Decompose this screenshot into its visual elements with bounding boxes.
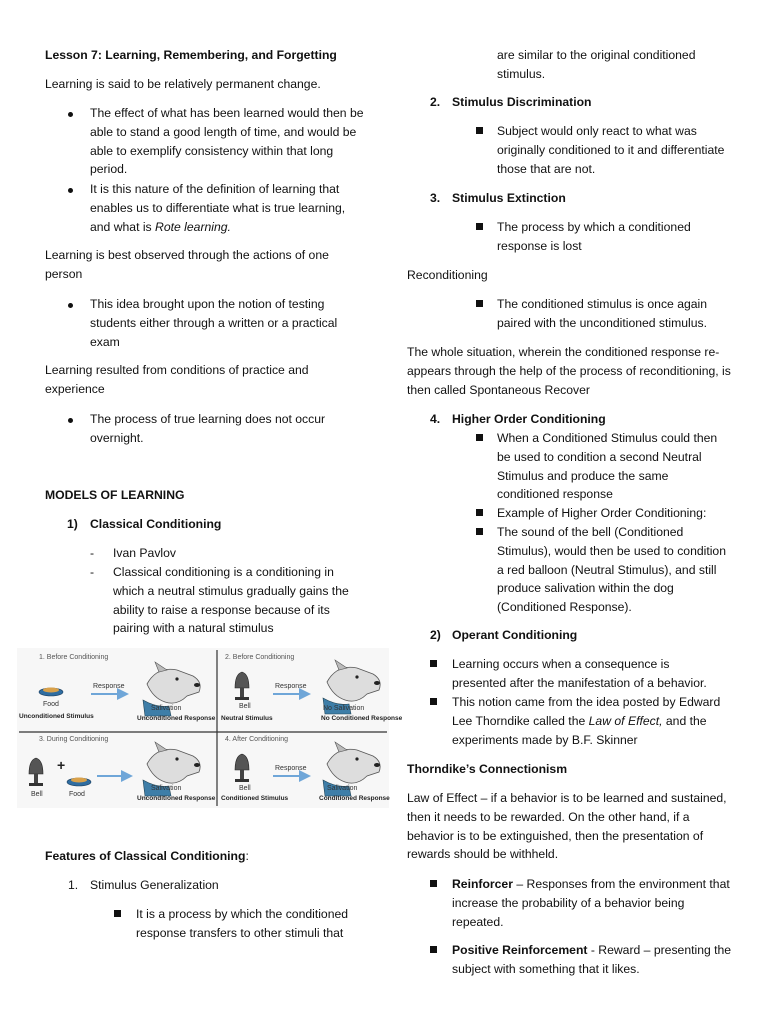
panel1-title: 1. Before Conditioning [39,654,109,661]
panel1-arrow-label: Response [93,683,125,690]
item2-heading: Stimulus Discrimination [452,95,592,109]
classical-definition: Classical conditioning is a conditioning in which a neutral stimulus gradually gains the ability to raise a response because of its pairing with a natural stimulus [113,565,349,636]
panel3-left-label-2: Food [69,791,85,798]
thorndike-heading: Thorndike’s Connectionism [407,762,568,776]
bullet-dot [68,418,73,423]
positive-reinforcement-item [452,941,732,979]
item4-bullet-3: The sound of the bell (Conditioned Stimulus), would then be used to condition a red balloon (Neutral Stimulus), and still produce salivation within the dog (Conditioned Response). [497,525,726,615]
item4-heading: Higher Order Conditioning [452,412,606,426]
panel1-left-label: Food [43,701,59,708]
panel3-left-label: Bell [31,791,43,798]
bullet-dot [68,303,73,308]
continued-text: are similar to the original conditioned stimulus. [497,48,696,81]
pavlov-item: Ivan Pavlov [113,546,177,560]
bullet-square [114,910,121,917]
features-colon: : [245,849,249,863]
panel3-title: 3. During Conditioning [39,736,109,743]
panel3-right-label: Salivation [151,785,182,792]
resulted-bullet: The process of true learning does not occur overnight. [90,412,326,445]
dash-marker: - [90,546,95,560]
bullet-square [430,698,437,705]
bullet-square [476,509,483,516]
reconditioning-bullet: The conditioned stimulus is once again paired with the unconditioned stimulus. [497,297,708,330]
features-heading [45,847,249,866]
panel2-caption-left: Neutral Stimulus [221,715,273,722]
item3-bullet: The process by which a conditioned response is lost [497,220,691,253]
intro-paragraph: Learning is said to be relatively permanent change. [45,77,321,91]
bullet-square [430,880,437,887]
item4-bullet-2: Example of Higher Order Conditioning: [497,506,707,520]
panel1-caption-left: Unconditioned Stimulus [19,713,94,720]
operant-bullet-2-text: This notion came from the idea posted by Edward Lee Thorndike called the [452,695,721,728]
models-heading: MODELS OF LEARNING [45,488,185,502]
plus-sign: + [57,757,66,773]
panel4-left-label: Bell [239,785,251,792]
conditioning-diagram [17,648,403,808]
pavlov-conditioning-figure [17,648,403,808]
law-of-effect-paragraph: Law of Effect – if a behavior is to be learned and sustained, then it needs to be rewarded. On the other hand, if a behavior is to be extinguished, then the presentation of rewards should be withheld. [407,791,727,862]
bullet-square [476,127,483,134]
feature1-bullet: It is a process by which the conditioned response transfers to other stimuli that [136,907,349,940]
panel1-right-label: Salivation [151,705,182,712]
positive-reinforcement-term: Positive Reinforcement [452,943,588,957]
item4-number: 4. [430,412,441,426]
panel2-title: 2. Before Conditioning [225,654,295,661]
reconditioning-label: Reconditioning [407,268,488,282]
observed-paragraph: Learning is best observed through the actions of one person [45,248,329,281]
feature1-number: 1. [68,878,79,892]
operant-bullet-2 [452,693,727,749]
classical-heading: Classical Conditioning [90,517,222,531]
reinforcer-definition: – Responses from the environment that increase the probability of a behavior being repeated. [452,877,730,929]
bullet-dot [68,188,73,193]
item4-bullet-1: When a Conditioned Stimulus could then be used to condition a second Neutral Stimulus and produce the same conditioned response [497,431,718,502]
operant-bullet-1: Learning occurs when a consequence is presented after the manifestation of a behavior. [452,657,707,690]
operant-number: 2) [430,628,441,642]
rote-learning-text: Rote learning. [155,219,231,234]
bullet-square [430,946,437,953]
bullet-square [476,434,483,441]
reinforcer-term: Reinforcer [452,877,513,891]
panel2-caption-right: No Conditioned Response [321,715,403,722]
operant-bullet-2-tail: and the experiments made by B.F. Skinner [452,713,707,747]
resulted-paragraph: Learning resulted from conditions of practice and experience [45,363,309,396]
positive-reinforcement-definition: - Reward – presenting the subject with something that it likes. [452,943,732,976]
panel4-caption-left: Conditioned Stimulus [221,795,289,802]
panel4-caption-right: Conditioned Response [319,795,390,802]
item2-bullet: Subject would only react to what was originally conditioned to it and differentiate those that are not. [497,124,725,176]
item3-number: 3. [430,191,441,205]
intro-bullet-2-text: It is this nature of the definition of learning that enables us to differentiate what is true learning, and what is [90,182,346,234]
lesson-title: Lesson 7: Learning, Remembering, and Forgetting [45,48,337,62]
bullet-square [476,300,483,307]
intro-bullet-1: The effect of what has been learned would then be able to stand a good length of time, and would be able to exemplify consistency within that long period. [90,106,364,177]
bullet-square [430,660,437,667]
panel4-right-label: Salivation [327,785,358,792]
bullet-square [476,223,483,230]
bullet-square [476,528,483,535]
feature1-title: Stimulus Generalization [90,878,219,892]
bullet-dot [68,112,73,117]
reinforcer-item [452,875,732,931]
spontaneous-recovery-paragraph: The whole situation, wherein the conditioned response re-appears through the help of the process of reconditioning, is then called Spontaneous Recover [407,345,731,397]
operant-heading: Operant Conditioning [452,628,578,642]
dash-marker: - [90,565,95,579]
item3-heading: Stimulus Extinction [452,191,566,205]
panel4-title: 4. After Conditioning [225,736,289,743]
intro-bullet-2 [90,180,365,236]
item2-number: 2. [430,95,441,109]
panel4-arrow-label: Response [275,765,307,772]
panel3-caption-right: Unconditioned Response [137,795,216,802]
panel2-right-label: No Salivation [323,705,365,712]
panel2-arrow-label: Response [275,683,307,690]
features-heading-text: Features of Classical Conditioning [45,849,246,863]
law-of-effect-italic: Law of Effect, [588,713,663,728]
panel2-left-label: Bell [239,703,251,710]
classical-number: 1) [67,517,78,531]
observed-bullet: This idea brought upon the notion of testing students either through a written or a practical exam [90,297,338,349]
panel1-caption-right: Unconditioned Response [137,715,216,722]
